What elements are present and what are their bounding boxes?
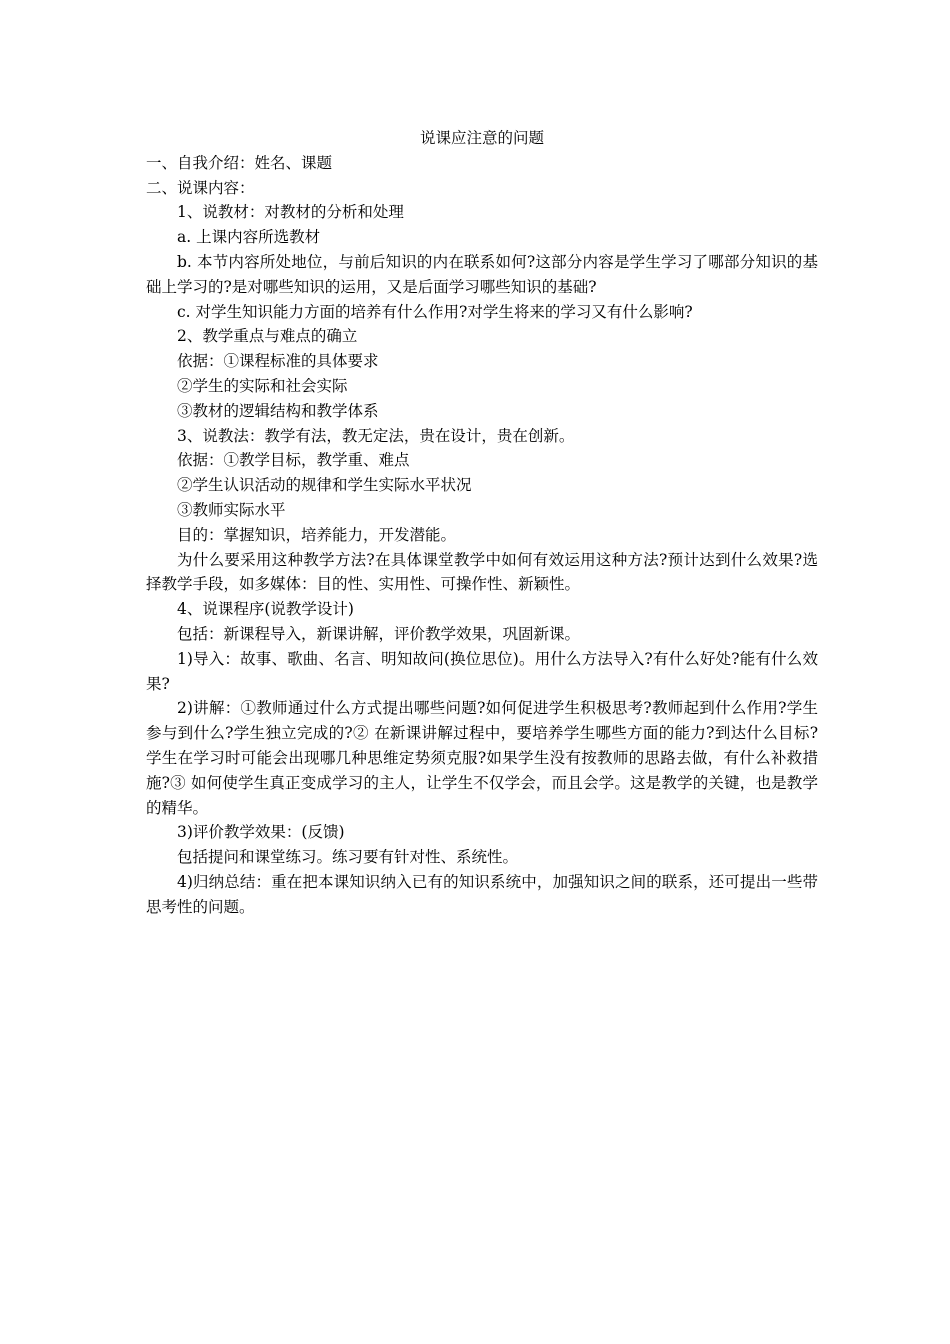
paragraph: 为什么要采用这种教学方法?在具体课堂教学中如何有效运用这种方法?预计达到什么效果?选择教学手段，如多媒体：目的性、实用性、可操作性、新颖性。 [146,550,818,594]
paragraph: 1、说教材：对教材的分析和处理 [177,203,404,222]
paragraph: 3、说教法：教学有法，教无定法，贵在设计，贵在创新。 [177,426,575,445]
paragraph: b. 本节内容所处地位，与前后知识的内在联系如何?这部分内容是学生学习了哪部分知识的基础上学习的?是对哪些知识的运用，又是后面学习哪些知识的基础? [146,252,818,296]
paragraph: ②学生的实际和社会实际 [177,376,348,395]
paragraph: ②学生认识活动的规律和学生实际水平状况 [177,476,472,495]
paragraph: 3)评价教学效果：(反馈) [177,823,345,842]
document-title: 说课应注意的问题 [419,129,544,147]
paragraph: 2)讲解：①教师通过什么方式提出哪些问题?如何促进学生积极思考?教师起到什么作用?学生参与到什么?学生独立完成的?② 在新课讲解过程中，要培养学生哪些方面的能力?到达什么目标?学生在学习时可能会出现哪几种思维定势须克服?如果学生没有按教师的思路去做，有什么补救措施?③ 如何使学生真正变成学习的主人，让学生不仅学会，而且会学。这是教学的关键，也是教学的精华。 [146,699,818,817]
paragraph: c. 对学生知识能力方面的培养有什么作用?对学生将来的学习又有什么影响? [177,302,693,321]
paragraph: 4、说课程序(说教学设计) [177,600,354,619]
paragraph: 依据：①教学目标，教学重、难点 [177,451,410,470]
document-body [146,126,818,920]
paragraph: 二、说课内容： [146,178,255,197]
paragraph: 包括提问和课堂练习。练习要有针对性、系统性。 [177,848,519,867]
paragraph: ③教材的逻辑结构和教学体系 [177,401,379,420]
paragraph: 1)导入：故事、歌曲、名言、明知故问(换位思位)。用什么方法导入?有什么好处?能有什么效果? [146,649,818,693]
paragraph: ③教师实际水平 [177,500,286,519]
paragraph: 依据：①课程标准的具体要求 [177,352,379,371]
paragraph: 4)归纳总结：重在把本课知识纳入已有的知识系统中，加强知识之间的联系，还可提出一些带思考性的问题。 [146,872,818,916]
paragraph: 包括：新课程导入，新课讲解，评价教学效果，巩固新课。 [177,624,581,643]
paragraph: 一、自我介绍：姓名、课题 [146,153,333,172]
paragraph: a. 上课内容所选教材 [177,228,321,247]
paragraph: 目的：掌握知识，培养能力，开发潜能。 [177,525,457,544]
paragraph: 2、教学重点与难点的确立 [177,327,358,346]
paragraph-list [146,151,818,920]
